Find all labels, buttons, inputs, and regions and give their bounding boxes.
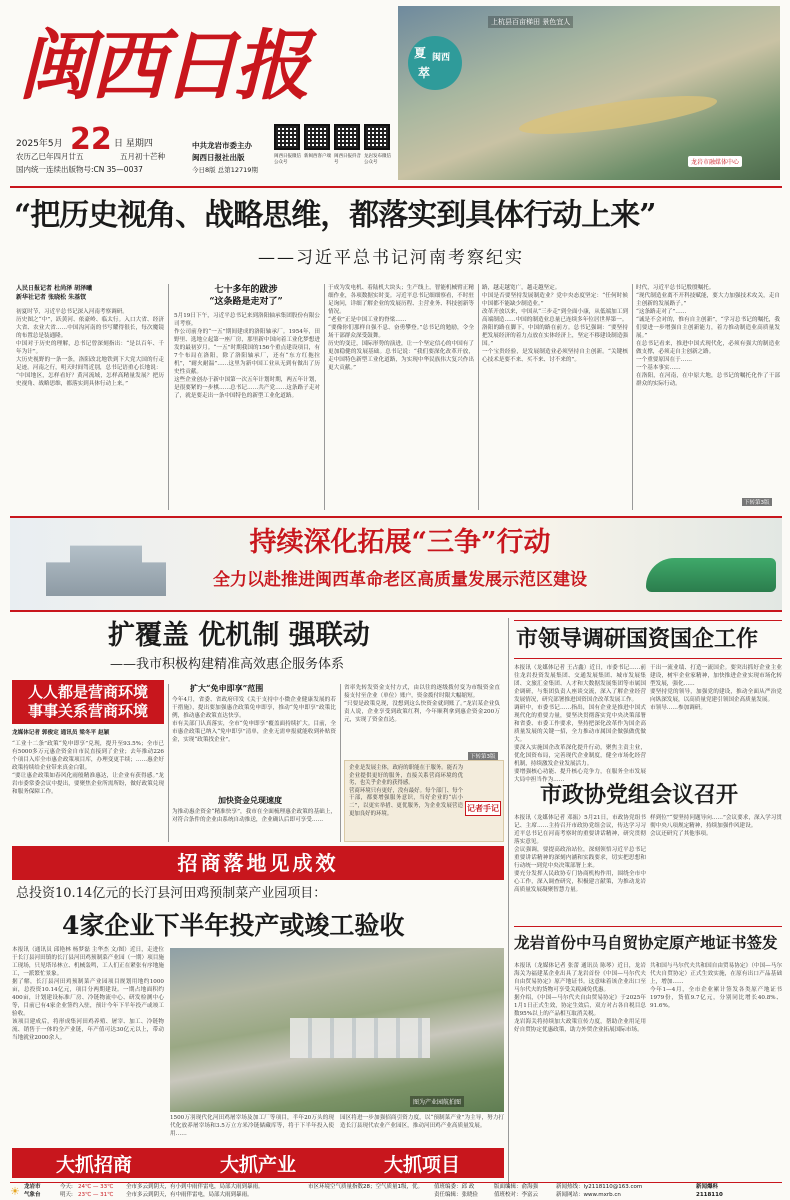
footer-rule [10, 1182, 782, 1183]
sanzheng-banner [10, 516, 782, 612]
three-big-item: 大抓招商 [55, 1153, 132, 1176]
three-big-item: 大抓产业 [219, 1153, 296, 1176]
cppcc-body: 本报讯（龙媒体记者 邓振）5月21日，市政协党组书记、主席……主持召开市政协党组会议，传达学习习近平总书记在河南考察时的重要讲话精神，研究贯彻落实意见。 会议强调，要提高政治站位，深刻领悟习近平总书记重要讲话精神的深刻内涵和实践要求，切实把思想和行动统一到党中央决策部署上来。 要充分发挥人民政协专门协商机构作用，围绕全市中心工作，深入调查研究，积极建言献策，为推动龙岩高质量发展凝聚智慧力量。 [514, 815, 646, 893]
masthead-rule [10, 186, 782, 188]
qr-label: 新闽西客户端 [304, 154, 331, 159]
river-shape [517, 88, 719, 142]
lunar-date: 农历乙巳年四月廿五 [16, 152, 84, 161]
pact-headline: 龙岩首份中马自贸协定原产地证书签发 [514, 933, 778, 952]
sponsor: 中共龙岩市委主办 [192, 141, 252, 150]
qr-codes [274, 124, 392, 182]
cppcc-headline: 市政协党组会议召开 [540, 782, 739, 808]
today-label: 今天: [60, 1184, 73, 1190]
col-divider [324, 284, 325, 510]
publisher: 闽西日报社出版 [192, 153, 245, 162]
footer [10, 1184, 782, 1200]
three-big-item: 大抓项目 [383, 1153, 460, 1176]
editor-layout: 版面编辑：俞海强 [494, 1184, 539, 1190]
col-divider [340, 684, 341, 842]
qr-label: 龙岩发布微信公众号 [364, 154, 391, 165]
zhaoshang-bottom-2: 园区将进一步加强招商引资力度，以“预制菜产业”为主导，努力打造长汀县现代农业产业园区，推动河田鸡产业高质量发展。 [340, 1115, 504, 1129]
service-subhead: ——我市积极构建精准高效惠企服务体系 [110, 657, 345, 672]
leader-body-2: 干出一流业绩、打造一流国企。要突出抓好企业主业建设，树牢企业家精神，加快推进企业实现市场化转型发展，强化…… 要坚持党的领导，加强党的建设，推动全面从严治党向纵深发展，以高质量党建引领国企高质量发展。 市领导……参加调研。 [650, 665, 782, 711]
sanzheng-title-emph: 三争 [427, 527, 481, 558]
publisher-block [192, 140, 272, 180]
service-body-1: “工业十二条”政策“免申即享”兑现，提升至93.5%；全市已有5000多万元惠企资金自市民直接到了企业；去年推动226个项目入库全市惠企政策项目库，办理变更手续；……惠企好政策持续给企业带来真金白银。 “要让惠企政策如春风化雨般精准惠达，让企业有获得感。”龙岩市委常委会议中提出，要聚焦企业所需所盼，做好政策兑现和服务保障工作。 [12, 741, 164, 795]
col-divider [168, 684, 169, 842]
lead-headline: “把历史视角、战略思维，都落实到具体行动上来” [14, 198, 656, 233]
masthead-title: 闽西日报 [18, 21, 306, 110]
leader-rule [514, 658, 782, 659]
tomorrow-label: 明天: [60, 1192, 73, 1198]
news-tip-phone[interactable]: 2118110 [696, 1192, 723, 1198]
service-badge [12, 680, 164, 724]
cover-photo [398, 6, 780, 180]
cppcc-body-2: 样到位”“要坚持问题导向……”会议要求，深入学习贯彻中央八项规定精神，持续加强作风建设。 会议还研究了其他事项。 [650, 815, 782, 837]
service-badge-line-1: 人人都是营商环境 [27, 683, 148, 701]
summer-badge [408, 36, 462, 90]
service-sub-2: 加快资金兑现速度 [218, 795, 282, 805]
lead-col-5: 时代，习近平总书记殷殷嘱托。 “现代制造业离不开科技赋能，要大力加强技术攻关，走自主创新的发展路子。” “这条路走对了”…… “诚是不会对的，惟有自主创新”，“学习总书记的嘱托，我们要进一步增强自主创新能力，着力推动制造业高质量发展。” 在总书记看来，推进中国式现代化，必须有强大的制造业做支撑，必须走自主创新之路。 一个重要原因在于…… 一个基本事实…… 在洛阳，在河南，在中原大地，总书记的嘱托化作了干部群众的实际行动。 [636, 285, 780, 387]
factory-roofs [290, 1018, 430, 1058]
zhaoshang-banner [12, 846, 504, 880]
date-weekday: 日 星期四 [114, 139, 153, 149]
editor-responsible: 责任编辑：张晓俭 [434, 1192, 479, 1198]
reporter-note-tag: 记者手记 [465, 801, 501, 816]
tomorrow-desc: 全市多云到阴天，有中雨伴雷电，局部大雨到暴雨。 [126, 1192, 253, 1198]
news-email[interactable]: 新闻热线：ly2118110@163.com [556, 1184, 643, 1190]
zhaoshang-bottom-1: 1500万羽现代化河田鸡屠宰场及加工厂等项目，半年20万头的现代化放养屠宰场和3.5万立方米冷链储藏库等，将于下半年投入使用…… [170, 1115, 334, 1137]
service-body-4: 为推动惠企资金“精准快享”，我市在全面梳理惠企政策的基础上，对符合条件的企业由系统自动推送，企业确认后即可享受…… [172, 809, 336, 823]
continued-tag[interactable]: 下转第3版 [470, 754, 496, 760]
three-big-banner [12, 1148, 504, 1178]
sanzheng-title-prefix: 持续深化拓展“ [249, 527, 427, 558]
pact-body-2: 共和国与马尔代夫共和国自由贸易协定》（中国—马尔代夫自贸协定）正式生效实施，在原有出口产品基础上，增加…… 今年1—4月，全市企业累计签发各类原产地证书1979份，货值9.7亿元，分别同比增长40.8%、91.6%。 [650, 963, 782, 1009]
editor-proof: 值班校对：李富云 [494, 1192, 539, 1198]
sanzheng-title-suffix: ”行动 [481, 527, 551, 558]
today-desc: 全市多云到阴天，有小到中雨伴雷电，局部大雨到暴雨。 [126, 1184, 264, 1190]
zhaoshang-body: 本报讯（通讯员 邱艳林 杨梦磊 主华杰 文/图）近日，走进位于长汀县河田镇的长汀县河田鸡预制菜产业园（一期）项目施工现场，只见塔吊林立、机械轰鸣，工人们正在紧张有序地施工，一派繁忙景象。 据了解，长汀县河田鸡预制菜产业园项目规划用地约1000亩，总投资10.14亿元，项目分两期建设。一期占地面积约400亩，计划建设标准厂房、冷链物流中心、研发检测中心等，目前已有4家企业签约入驻，预计今年下半年投产或竣工验收。 该项目建成后，将形成集河田鸡养殖、屠宰、加工、冷链物流、销售于一体的全产业链，年产值可达30亿元以上，带动当地就业2000余人。 [12, 947, 164, 1041]
pact-body: 本报讯（龙媒体记者 张蕾 通讯员 陈琴）近日，龙岩海关为福建某企业出具了龙岩首份《中国—马尔代夫自由贸易协定》原产地证书。这意味着该企业出口至马尔代夫的货物可享受关税减免优惠。 据介绍，《中国—马尔代夫自由贸易协定》于2025年1月1日正式生效，协定生效后，双方对占各自税目总数95%以上的产品相互取消关税。 龙岩海关将持续加大政策宣传力度，帮助企业用足用好自贸协定优惠政策，助力外贸企业拓展国际市场。 [514, 963, 646, 1033]
qr-label: 闽西日报微信公众号 [274, 154, 301, 165]
train-illustration [646, 558, 776, 592]
pact-rule [514, 926, 782, 927]
news-website[interactable]: 新闻网站：www.mxrb.cn [556, 1192, 621, 1198]
qr-code-icon[interactable] [364, 124, 390, 150]
lead-col-2: 5月19日下午，习近平总书记来到洛阳轴承集团股份有限公司考察。 作公司前身的“一五”期间建成的洛阳轴承厂。1954年，田野里、选地立起第一座厂房，那里新中国向着工业化梦想进发的最初岁月。“一五”时期我国的156个重点建设项目，有7个布局在洛阳，除了洛阳轴承厂，还有“东方红拖拉机”，“耐火耐温”……这里为新中国工业从无到有做出了历史性贡献。 这些企业创办于新中国第一次五年计划时期，两五年计划，是很要紧的一步棋……总书记……共产党……这条路子走对了，就是要走出一条中国特色的新型工业化道路。 [174, 313, 320, 399]
lead-byline [16, 284, 166, 302]
air-quality: 市区环境空气质量指数28；空气质量1级，优。 [308, 1184, 423, 1190]
building-illustration [46, 540, 166, 596]
reporter-note [344, 760, 504, 842]
qr-label: 闽西日报抖音号 [334, 154, 361, 165]
cn-code: 国内统一连续出版物号:CN 35—0037 [16, 165, 143, 174]
lead-col-3: 于成为发电机、着陆机大块头；生产线上，智能机械臂正精细作业，各项数据实时变。习近平总书记细细察看，不时驻足询问，详细了解企业的发展历程、主营业务、科技创新等情况。 “老业”正是中国工业的脊梁…… “要像你们那样自强不息、奋勇攀登。”总书记的勉励，令全场干部群众深受鼓舞。 历史的变迁，国际形势的演进，让一个坚定信心的中国有了更加稳健的发展基础。总书记说：“我们要深化改革开放，走中国特色新型工业化道路，为实现中华民族伟大复兴作出更大贡献。” [328, 285, 474, 371]
leader-body: 本报讯（龙媒体记者 王占鑫）近日，市委书记……前往龙岩投资发展集团、交通发展集团、城市发展集团、文旅汇金集团、人才和大数据发展集团等市属国企调研，与集团负责人座谈交流，深入了解企业经营发展情况，研究部署推进国资国企改革发展工作。 调研中，市委书记……指出，国有企业是推进中国式现代化的重要力量，要坚决贯彻落实党中央决策部署和省委、市委工作要求，坚持把深化改革作为国企高质量发展的关键一招，全力推动市属国企做强做优做大。 要深入实施国企改革深化提升行动，聚焦主责主业，优化国资布局，完善现代企业制度，健全市场化经营机制，持续激发企业发展活力。 要增强核心功能、提升核心竞争力，在服务全市发展大局中担当作为…… [514, 665, 646, 783]
section-divider [508, 618, 509, 1188]
col-divider [632, 284, 633, 510]
qr-code-icon[interactable] [304, 124, 330, 150]
reporter-note-text: 企业是发展主体，政府的职能在于服务。能否为企业提供更好的服务，直接关系营商环境的优劣，也关乎企业的获得感。 营商环境只有更好，没有最好。每个部门、每个干部，都要增强服务意识，当好企业的“店小二”，以更实举措、更优服务，为企业发展营造更加良好的环境。 [349, 765, 463, 817]
continued-tag[interactable]: 下转第3版 [744, 500, 770, 506]
sanzheng-title [200, 524, 600, 562]
today-temp: 24℃ — 33℃ [78, 1184, 114, 1190]
weather-icon: ☀ [10, 1185, 20, 1198]
leader-headline: 市领导调研国资国企工作 [516, 626, 759, 652]
col-divider [168, 284, 169, 510]
service-byline: 龙媒体记者 郭俊定 通讯员 梁冬平 赵颖 [12, 730, 110, 736]
lead-byline-text: 人民日报记者 杜尚泽 胡泽曦 新华社记者 张晓松 朱基钗 [16, 285, 93, 301]
service-sub-1: 扩大“免申即享”范围 [190, 683, 264, 693]
weather-city: 龙岩市 [24, 1184, 41, 1190]
editor-duty: 值班编委：邱 政 [434, 1184, 475, 1190]
date-day: 22 [70, 122, 112, 157]
leader-rule [514, 620, 782, 621]
lead-col-1: 初夏时节，习近平总书记深入河南考察调研。 历史图之“中”，跃黄河、依豪岭、临太行。入口大省、经济大省、农业大省……中国沟河南的书写耀得很长，每次魔镜的布置总是装通隆。 中国对于历史的理解，总书记曾深刻指出：“是以百年、千年为计”。 大历史视野的一条一条，洛阳改北地铁到下大党大国的行走足迹。河南之行，明天时间驾近别，总书记语重心长地说： “中国地区，怎样看好？黄河流域，怎样高精量发展？把历史视角、战略思维，都落实到具体行动上来。” [16, 309, 164, 387]
qr-code-icon[interactable] [334, 124, 360, 150]
industrial-park-photo [170, 948, 504, 1112]
lead-subhead: ——习近平总书记河南考察纪实 [258, 248, 524, 268]
date-year-month: 2025年5月 [16, 139, 63, 149]
service-badge-line-2: 事事关系营商环境 [27, 702, 148, 720]
badge-char: 夏 [414, 46, 427, 60]
service-body-3: 省率先转发资金支付方式，由以往的逐级拨付变为市级资金直接支付至企业（单位）账户，资金拨付时限大幅缩短。 “只要是政策兑现，没想到这么快资金就到账了。”龙岩某企业负责人说，企业享受到政策红利，今年顺利拿到惠企资金200万元，实现了资金直达。 [344, 685, 500, 723]
solar-term: 五月初十芒种 [120, 152, 165, 161]
sanzheng-subtitle: 全力以赴推进闽西革命老区高质量发展示范区建设 [213, 570, 587, 590]
col-divider [478, 284, 479, 510]
photo-caption: 图为产业园航拍图 [410, 1096, 464, 1107]
badge-char: 闽西 [432, 53, 451, 63]
lead-col-2-heading: 七十多年的跋涉 “这条路是走对了” [209, 285, 283, 307]
news-tip-label: 新闻爆料 [696, 1184, 719, 1190]
zhaoshang-banner-text: 招商落地见成效 [177, 851, 339, 875]
tomorrow-temp: 23℃ — 31℃ [78, 1192, 114, 1198]
issue-number: 今日8版 总第12719期 [192, 166, 258, 174]
media-center-logo: 龙岩市融媒体中心 [688, 156, 742, 167]
qr-code-icon[interactable] [274, 124, 300, 150]
photo-caption: 上杭县百亩梯田 景色宜人 [488, 16, 573, 28]
service-headline: 扩覆盖 优机制 强联动 [108, 620, 370, 651]
badge-char: 萃 [418, 66, 431, 80]
zhaoshang-headline: 4家企业下半年投产或竣工验收 [62, 911, 405, 940]
lead-col-4: 路，越走越宽广，越走越坚定。 中国是否要坚持发展制造业？党中央态度坚定：“任何时候中国都不能缺少制造业。” 改革开放以来，中国从“三步走”到全面小康，从低端加工到高端制造……中国的制造业总量已连续多年位居世界第一。 洛阳的路在脚下，中国的路在前方。总书记强调：“要坚持把发展经济的着力点放在实体经济上，坚定不移建设制造强国。” 一个宝贵经验，是发展制造业必须坚持自主创新。“关键核心技术是要不来、买不来、讨不来的”。 [482, 285, 628, 363]
zhaoshang-subhead: 总投资10.14亿元的长汀县河田鸡预制菜产业园项目： [16, 886, 327, 901]
weather-label: 气象台 [24, 1192, 41, 1198]
service-body-2: 今年4月，省委、省政府印发《关于支持中小微企业健康发展的若干措施》，提出要加强惠企政策免申即享，推动“免申即享”政策比例，推动惠企政策直达快享。 市有关部门认真落实，全市“免申即享”覆盖面持续扩大。目前，全市惠企政策已纳入“免申即享”清单，企业无需申报就能收到补贴资金，实现“政策找企业”。 [172, 697, 336, 743]
